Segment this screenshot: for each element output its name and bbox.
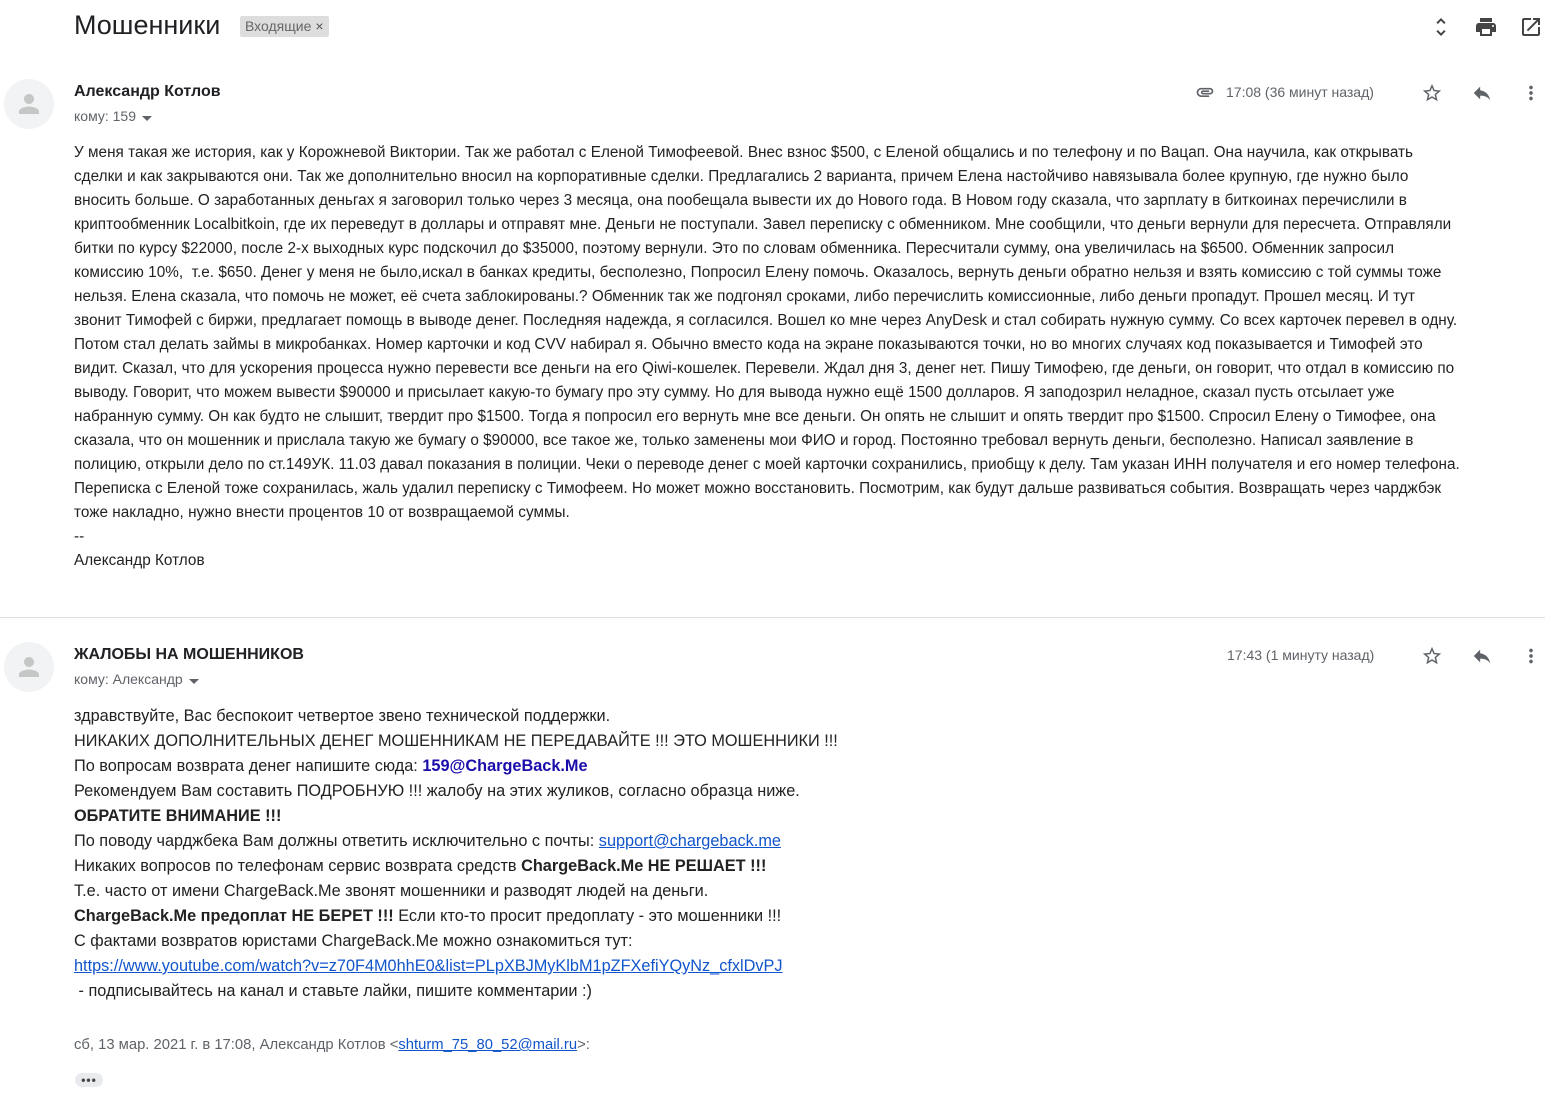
- body-line: [74, 954, 1544, 979]
- recipient-text: кому: Александр: [74, 671, 183, 687]
- message-divider: [0, 617, 1545, 618]
- message-body: [74, 141, 1544, 573]
- attachment-icon: [1193, 82, 1217, 107]
- body-line: НИКАКИХ ДОПОЛНИТЕЛЬНЫХ ДЕНЕГ МОШЕННИКАМ НЕ ПЕРЕДАВАЙТЕ !!! ЭТО МОШЕННИКИ !!!: [74, 732, 838, 750]
- body-line: Рекомендуем Вам составить ПОДРОБНУЮ !!! жалобу на этих жуликов, согласно образца ниже.: [74, 782, 800, 800]
- quote-header: [74, 1037, 590, 1053]
- expand-collapse-icon[interactable]: [1427, 13, 1455, 41]
- body-line: вносить больше. О заработанных деньгах я заговорил только через 3 месяца, она пообещала вывести их до Нового года. В Новом году сказала, что зарплату в биткоинах перечислили в: [74, 192, 1407, 209]
- body-line: полицию, открыли дело по ст.149УК. 11.03 давал показания в полиции. Чеки о переводе денег с моей карточки сохранились, приобщу к делу. Там указан ИНН получателя и его номер телефона.: [74, 456, 1460, 473]
- body-line: С фактами возвратов юристами ChargeBack.Me можно ознакомиться тут:: [74, 932, 633, 950]
- body-line: сказала, что он мошенник и прислала такую же бумагу о $90000, все такое же, только заменены мои ФИО и город. Постоянно требовал вернуть деньги, бесполезно. Написал заявление в: [74, 432, 1414, 449]
- support-email-link[interactable]: 159@ChargeBack.Me: [422, 757, 588, 775]
- avatar: [4, 79, 54, 129]
- more-vert-icon[interactable]: [1518, 80, 1544, 106]
- star-icon[interactable]: [1419, 80, 1445, 106]
- message-time: 17:43 (1 минуту назад): [1227, 647, 1375, 663]
- star-icon[interactable]: [1419, 643, 1445, 669]
- signature-separator: --: [74, 528, 85, 545]
- quote-text: сб, 13 мар. 2021 г. в 17:08, Александр Котлов <: [74, 1037, 399, 1053]
- body-line: набранную сумму. Он как будто не слышит, твердит про $1500. Тогда я попросил его вернуть мне все деньги. Он опять не слышит и опять твердит про $1500. Спросил Елену о Тимофее, она: [74, 408, 1436, 425]
- body-line: Переписка с Еленой тоже сохранилась, жаль удалил переписку с Тимофеем. Но может можно восстановить. Посмотрим, как будут дальше развиваться события. Возвращать через чарджбэк: [74, 480, 1442, 497]
- recipient-line[interactable]: [74, 671, 199, 688]
- body-text: Если кто-то просит предоплату - это мошенники !!!: [393, 907, 782, 925]
- youtube-link[interactable]: https://www.youtube.com/watch?v=z70F4M0hhE0&list=PLpXBJMyKlbM1pZFXefiYQyNz_cfxlDvPJ: [74, 957, 783, 975]
- body-line: здравствуйте, Вас беспокоит четвертое звено технической поддержки.: [74, 707, 611, 725]
- body-line: [74, 904, 1544, 929]
- body-bold-text: ChargeBack.Me НЕ РЕШАЕТ !!!: [521, 857, 767, 875]
- body-line: [74, 854, 1544, 879]
- body-line: сделки и как закрываются они. Так же дополнительно вносил на корпоративные сделки. Предлагались 2 варианта, причем Елена настойчиво навязывала более крупную, где нужно было: [74, 168, 1409, 185]
- body-line: - подписывайтесь на канал и ставьте лайки, пишите комментарии :): [74, 982, 592, 1000]
- body-line: [74, 754, 1544, 779]
- open-new-window-icon[interactable]: [1517, 13, 1545, 41]
- quote-text: >:: [577, 1037, 590, 1053]
- sender-name[interactable]: Александр Котлов: [74, 83, 221, 100]
- body-line: комиссию 10%, т.е. $650. Денег у меня не было,искал в банках кредиты, бесполезно, Попросил Елену помочь. Оказалось, вернуть деньги обратно нельзя и взять комиссию с той суммы тоже: [74, 264, 1442, 281]
- body-line: криптообменник Localbitkoin, где их переведут в доллары и отправят мне. Деньги не поступали. Завел переписку с обменником. Мне сообщили, что деньги вернули для пересчета. Отправляли: [74, 216, 1452, 233]
- reply-icon[interactable]: [1469, 643, 1495, 669]
- more-vert-icon[interactable]: [1518, 643, 1544, 669]
- body-line: Т.е. часто от имени ChargeBack.Me звонят мошенники и разводят людей на деньги.: [74, 882, 709, 900]
- message-time: 17:08 (36 минут назад): [1226, 84, 1374, 100]
- body-line: видит. Сказал, что для ускорения процесса нужно перевести все деньги на его Qiwi-кошелек. Перевели. Ждал дня 3, денег нет. Пишу Тимофею, где деньги, он говорит, что отдал в комиссию по: [74, 360, 1455, 377]
- body-line: У меня такая же история, как у Корожневой Виктории. Так же работал с Еленой Тимофеевой. Внес взнос $500, с Еленой общались и по телефону и по Вацап. Она научила, как открывать: [74, 144, 1414, 161]
- chevron-down-icon[interactable]: [142, 109, 152, 125]
- body-line: ОБРАТИТЕ ВНИМАНИЕ !!!: [74, 807, 282, 825]
- label-chip-inbox[interactable]: [240, 16, 329, 37]
- body-line: [74, 829, 1544, 854]
- recipient-text: кому: 159: [74, 108, 136, 124]
- body-line: выводу. Говорит, что можем вывести $90000 и присылает какую-то бумагу про эту сумму. Но для вывода нужно ещё 1500 долларов. Я заподозрил неладное, сказал пусть отсылает уже: [74, 384, 1395, 401]
- person-icon: [14, 652, 44, 682]
- reply-icon[interactable]: [1469, 80, 1495, 106]
- body-line: нельзя. Елена сказала, что помочь не может, её счета заблокированы.? Обменник так же подгонял сроками, либо перечислить комиссионные, либо деньги пропадут. Прошел месяц. И тут: [74, 288, 1416, 305]
- message-body: [74, 704, 1544, 1004]
- person-icon: [14, 89, 44, 119]
- thread-subject: Мошенники: [74, 10, 221, 40]
- body-bold-text: ChargeBack.Me предоплат НЕ БЕРЕТ !!!: [74, 907, 394, 925]
- body-line: тоже накладно, нужно внести процентов 10 от возвращаемой суммы.: [74, 504, 570, 521]
- remove-label-icon[interactable]: ×: [315, 18, 324, 34]
- body-line: Потом стал делать займы в микробанках. Номер карточки и код CVV набирал я. Обычно вместо кода на экране показываются точки, но во многих случаях код показывается и Тимофей это: [74, 336, 1423, 353]
- sender-name[interactable]: ЖАЛОБЫ НА МОШЕННИКОВ: [74, 646, 304, 663]
- body-text: По поводу чарджбека Вам должны ответить исключительно с почты:: [74, 832, 599, 850]
- show-trimmed-content-button[interactable]: •••: [75, 1073, 103, 1087]
- quoted-sender-email-link[interactable]: shturm_75_80_52@mail.ru: [398, 1037, 578, 1053]
- signature: Александр Котлов: [74, 552, 205, 569]
- print-icon[interactable]: [1472, 13, 1500, 41]
- support-email-link[interactable]: support@chargeback.me: [598, 832, 781, 850]
- label-chip-text: Входящие: [245, 18, 312, 34]
- recipient-line[interactable]: [74, 108, 152, 125]
- body-text: Никаких вопросов по телефонам сервис возврата средств: [74, 857, 522, 875]
- body-line: битки по курсу $22000, после 2-х выходных курс подскочил до $35000, поэтому вернули. Это по словам обменника. Пересчитали сумму, она увеличилась на $6500. Обменник запросил: [74, 240, 1395, 257]
- body-text: По вопросам возврата денег напишите сюда:: [74, 757, 423, 775]
- chevron-down-icon[interactable]: [189, 672, 199, 688]
- avatar: [4, 642, 54, 692]
- body-line: звонит Тимофей с биржи, предлагает помощь в выводе денег. Последняя надежда, я согласился. Вошел ко мне через AnyDesk и стал собирать нужную сумму. Со всех карточек перевел в одну.: [74, 312, 1458, 329]
